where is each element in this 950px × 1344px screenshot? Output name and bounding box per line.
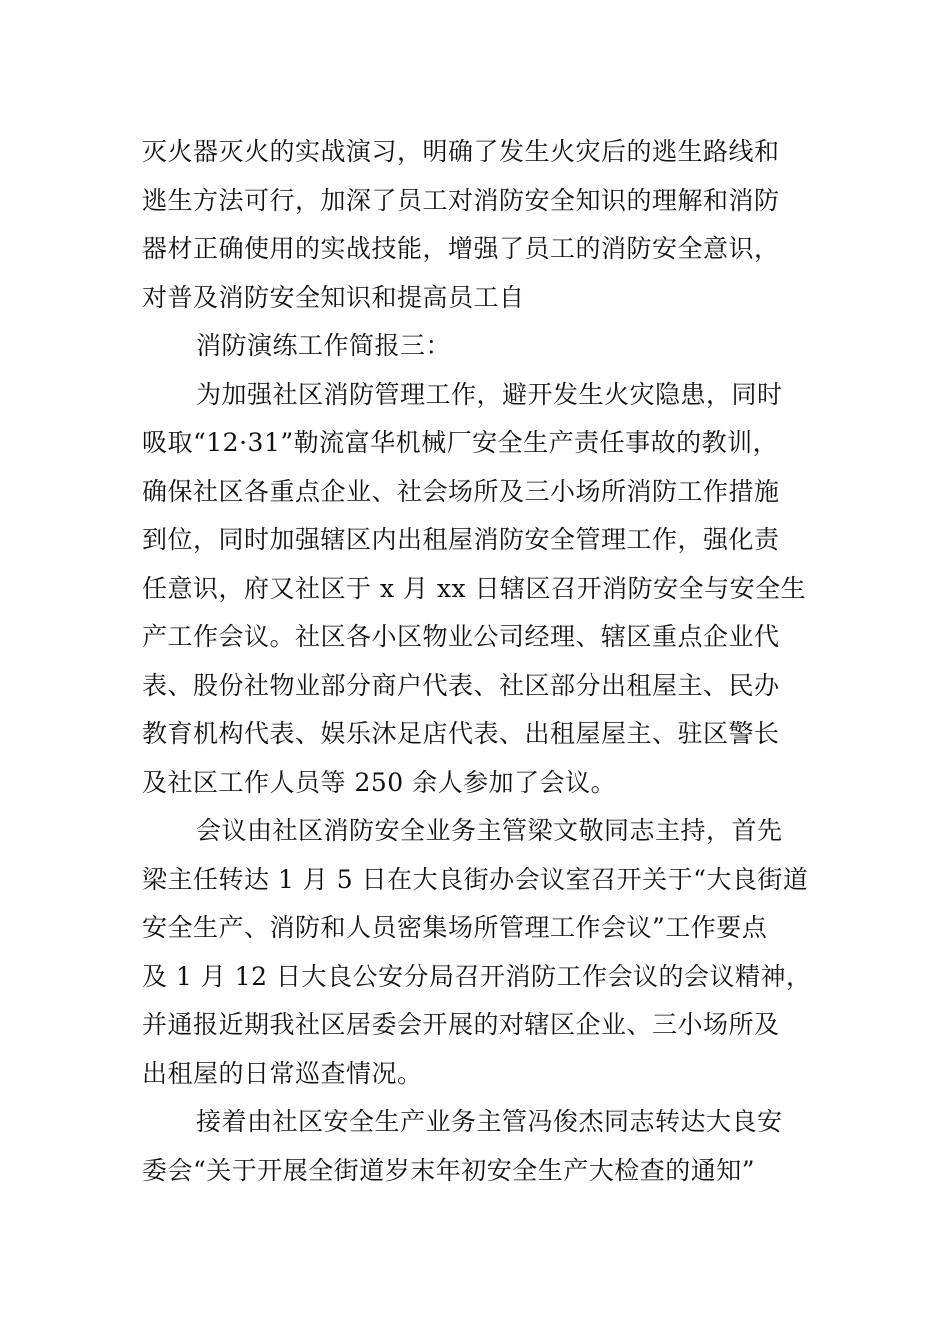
section-heading — [142, 322, 822, 371]
text-line: 为加强社区消防管理工作，避开发生火灾隐患，同时 — [196, 379, 783, 409]
text-line: 产工作会议。社区各小区物业公司经理、辖区重点企业代 — [142, 622, 780, 651]
text-line: 安全生产、消防和人员密集场所管理工作会议”工作要点 — [142, 913, 768, 942]
text-line: 确保社区各重点企业、社会场所及三小场所消防工作措施 — [142, 476, 780, 506]
text-line: 梁主任转达 1 月 5 日在大良街办会议室召开关于“大良街道 — [142, 864, 809, 894]
text-line: 吸取“12·31”勒流富华机械厂安全生产责任事故的教训， — [142, 428, 779, 457]
text-line: 教育机构代表、娱乐沐足店代表、出租屋屋主、驻区警长 — [142, 719, 780, 748]
section-heading-text: 消防演练工作简报三： — [196, 331, 452, 360]
text-line: 对普及消防安全知识和提高员工自 — [142, 282, 525, 312]
text-line: 委会“关于开展全街道岁末年初安全生产大检查的通知” — [142, 1155, 756, 1185]
paragraph-2 — [142, 371, 822, 808]
text-line: 出租屋的日常巡查情况。 — [142, 1058, 423, 1088]
text-line: 接着由社区安全生产业务主管冯俊杰同志转达大良安 — [196, 1107, 783, 1136]
text-line: 灭火器灭火的实战演习，明确了发生火灾后的逃生路线和 — [142, 137, 780, 166]
text-line: 器材正确使用的实战技能，增强了员工的消防安全意识， — [142, 234, 780, 263]
text-line: 会议由社区消防安全业务主管梁文敬同志主持，首先 — [196, 816, 783, 845]
text-line: 及社区工作人员等 250 余人参加了会议。 — [142, 767, 617, 797]
paragraph-1 — [142, 128, 822, 322]
document-body — [142, 128, 822, 1195]
text-line: 及 1 月 12 日大良公安分局召开消防工作会议的会议精神， — [142, 961, 812, 991]
text-line: 任意识，府又社区于 x 月 xx 日辖区召开消防安全与安全生 — [142, 573, 807, 603]
text-line: 逃生方法可行，加深了员工对消防安全知识的理解和消防 — [142, 185, 780, 215]
text-line: 并通报近期我社区居委会开展的对辖区企业、三小场所及 — [142, 1010, 780, 1039]
paragraph-3 — [142, 807, 822, 1098]
text-line: 表、股份社物业部分商户代表、社区部分出租屋主、民办 — [142, 670, 780, 700]
text-line: 到位，同时加强辖区内出租屋消防安全管理工作，强化责 — [142, 525, 780, 554]
paragraph-4 — [142, 1098, 822, 1195]
